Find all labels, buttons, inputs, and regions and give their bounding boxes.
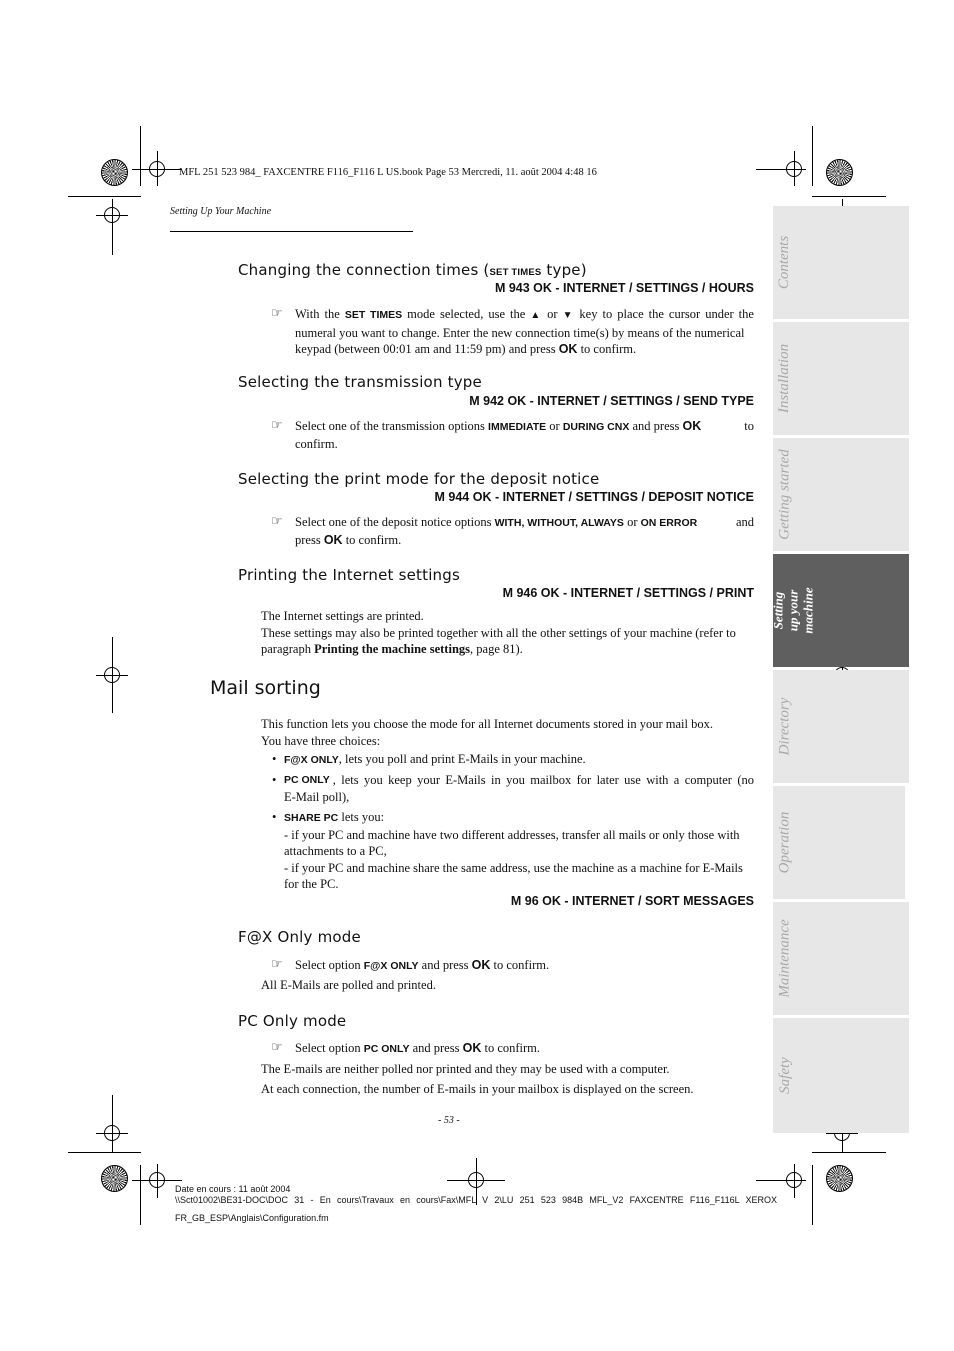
up-arrow-icon: ▲: [530, 310, 543, 321]
page-number: - 53 -: [438, 1115, 460, 1126]
section-title-pc-only: PC Only mode: [238, 1012, 347, 1030]
instruction-text: With the SET TIMES mode selected, use the ▲ or ▼ key to place the cursor under the numeral you want to change. Enter the new connection time(s) by means of the numerical keypad (between 00:01 am and 11:59 pm) and press OK to confirm.: [295, 307, 754, 356]
instruction-text: Select one of the transmission options IMMEDIATE or DURING CNX and press OK to confirm.: [295, 419, 754, 451]
chapter-title-mail-sorting: Mail sorting: [210, 677, 321, 699]
instruction-text: Select option PC ONLY and press OK to confirm.: [295, 1041, 541, 1055]
section-title-fax-only: F@X Only mode: [238, 928, 361, 946]
tab-installation[interactable]: Installation: [773, 322, 909, 435]
footer-path: \\Sct01002\BE31-DOC\DOC 31 - En cours\Travaux en cours\Fax\MFL V 2\LU 251 523 984B MFL_V2 FAXCENTRE F116_F116L XEROX: [175, 1195, 777, 1205]
header-rule: [170, 231, 413, 232]
pointing-hand-icon: ☞: [271, 418, 283, 433]
body-text: All E-Mails are polled and printed.: [261, 978, 436, 992]
tab-operation[interactable]: Operation: [773, 786, 905, 899]
running-header: Setting Up Your Machine: [170, 206, 272, 217]
registration-star-icon: [826, 159, 853, 186]
tab-maintenance[interactable]: Maintenance: [773, 902, 909, 1015]
pointing-hand-icon: ☞: [271, 957, 283, 972]
tab-contents[interactable]: Contents: [773, 206, 909, 319]
tab-setting-up[interactable]: Setting up your machine: [773, 554, 909, 667]
menu-path: M 942 OK - INTERNET / SETTINGS / SEND TYPE: [469, 394, 754, 408]
section-title-connection-times: Changing the connection times (SET TIMES type): [238, 261, 587, 279]
tab-getting-started[interactable]: Getting started: [773, 438, 909, 551]
bullet-item-pc-only: • PC ONLY , lets you keep your E-Mails in you mailbox for later use with a computer (no E-Mail poll),: [272, 773, 754, 804]
menu-path: M 946 OK - INTERNET / SETTINGS / PRINT: [502, 586, 754, 600]
footer-file: FR_GB_ESP\Anglais\Configuration.fm: [175, 1213, 329, 1223]
down-arrow-icon: ▼: [562, 310, 575, 321]
bullet-item-share-pc: • SHARE PC lets you: - if your PC and machine have two different addresses, transfer all mails or only those with attachments to a PC, - if your PC and machine share the same address, use the machine as a machine for E-Mails for the PC.: [272, 810, 743, 891]
menu-path: M 943 OK - INTERNET / SETTINGS / HOURS: [494, 281, 754, 295]
registration-star-icon: [101, 1165, 128, 1192]
tab-safety[interactable]: Safety: [773, 1018, 909, 1133]
instruction-text: Select option F@X ONLY and press OK to confirm.: [295, 958, 550, 972]
registration-star-icon: [826, 1165, 853, 1192]
menu-path: M 96 OK - INTERNET / SORT MESSAGES: [510, 894, 754, 908]
section-title-print-settings: Printing the Internet settings: [238, 566, 460, 584]
tab-directory[interactable]: Directory: [773, 670, 909, 783]
instruction-text: Select one of the deposit notice options WITH, WITHOUT, ALWAYS or ON ERROR and press OK to confirm.: [295, 515, 754, 547]
menu-path: M 944 OK - INTERNET / SETTINGS / DEPOSIT NOTICE: [434, 490, 754, 504]
registration-star-icon: [101, 159, 128, 186]
footer-date: Date en cours : 11 août 2004: [175, 1184, 291, 1194]
section-title-deposit-notice: Selecting the print mode for the deposit notice: [238, 470, 600, 488]
body-text: This function lets you choose the mode for all Internet documents stored in your mail box. You have three choices:: [261, 717, 713, 748]
pointing-hand-icon: ☞: [271, 1040, 283, 1055]
pointing-hand-icon: ☞: [271, 306, 283, 321]
body-text: The Internet settings are printed. These settings may also be printed together with all the other settings of your machine (refer to paragraph Printing the machine settings, page 81).: [261, 609, 736, 656]
bullet-item-fax-only: • F@X ONLY, lets you poll and print E-Mails in your machine.: [272, 752, 586, 766]
pointing-hand-icon: ☞: [271, 514, 283, 529]
body-text: The E-mails are neither polled nor printed and they may be used with a computer. At each connection, the number of E-mails in your mailbox is displayed on the screen.: [261, 1062, 694, 1096]
section-title-transmission-type: Selecting the transmission type: [238, 373, 482, 391]
print-slug: MFL 251 523 984_ FAXCENTRE F116_F116 L US.book Page 53 Mercredi, 11. août 2004 4:48 16: [179, 167, 597, 178]
